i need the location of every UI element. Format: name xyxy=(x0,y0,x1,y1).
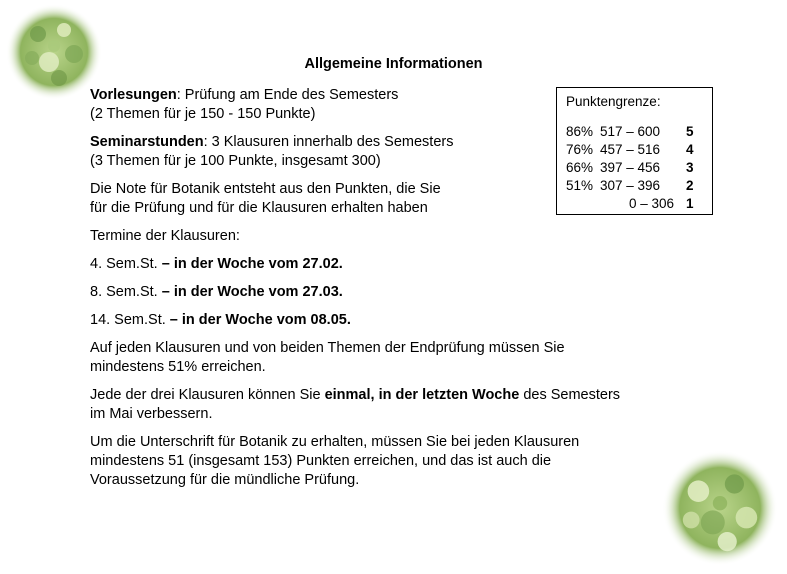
grade-row xyxy=(566,159,700,177)
improve-pre: Jede der drei Klausuren können Sie xyxy=(90,387,325,403)
signature-line-3: Voraussetzung für die mündliche Prüfung. xyxy=(90,472,360,488)
grade-row xyxy=(566,195,700,213)
signature-paragraph xyxy=(90,433,690,490)
grade-table-box xyxy=(556,87,713,215)
requirement-paragraph xyxy=(90,339,690,377)
page-title: Allgemeine Informationen xyxy=(304,56,483,72)
exam-week: 14. Sem.St. xyxy=(90,312,170,328)
seminars-detail: (3 Themen für je 100 Punkte, insgesamt 300) xyxy=(90,153,381,169)
improve-paragraph xyxy=(90,386,690,424)
leaf-decoration-top-left xyxy=(4,2,104,102)
grade-row xyxy=(566,123,700,141)
signature-line-1: Um die Unterschrift für Botanik zu erhalten, müssen Sie bei jeden Klausuren xyxy=(90,434,580,450)
exam-date: – in der Woche vom 08.05. xyxy=(169,312,351,328)
dates-heading: Termine der Klausuren: xyxy=(90,228,240,244)
improve-line-2: im Mai verbessern. xyxy=(90,406,213,422)
grade-percent: 76% xyxy=(566,142,594,157)
grade-row xyxy=(566,141,700,159)
grade-value: 2 xyxy=(686,178,694,193)
exam-date-2 xyxy=(90,283,690,302)
grade-table-rows xyxy=(566,123,700,213)
grade-value: 5 xyxy=(686,124,694,139)
grade-range: 307 – 396 xyxy=(600,178,661,193)
improve-bold: einmal, in der letzten Woche xyxy=(324,387,520,403)
exam-date-1 xyxy=(90,255,690,274)
lectures-detail: (2 Themen für je 150 - 150 Punkte) xyxy=(90,106,316,122)
grade-note-line-2: für die Prüfung und für die Klausuren erhalten haben xyxy=(90,200,428,216)
lectures-label: Vorlesungen xyxy=(90,87,177,103)
grade-table-title: Punktengrenze: xyxy=(566,94,661,109)
grade-percent: 66% xyxy=(566,160,594,175)
grade-value: 3 xyxy=(686,160,694,175)
grade-percent: 86% xyxy=(566,124,594,139)
grade-percent xyxy=(566,195,600,213)
grade-range: 517 – 600 xyxy=(600,124,661,139)
seminars-label: Seminarstunden xyxy=(90,134,204,150)
grade-percent: 51% xyxy=(566,178,594,193)
requirement-line-1: Auf jeden Klausuren und von beiden Themen der Endprüfung müssen Sie xyxy=(90,340,565,356)
requirement-line-2: mindestens 51% erreichen. xyxy=(90,359,266,375)
lectures-text: : Prüfung am Ende des Semesters xyxy=(176,87,399,103)
exam-week: 4. Sem.St. xyxy=(90,256,162,272)
exam-week: 8. Sem.St. xyxy=(90,284,162,300)
improve-post: des Semesters xyxy=(519,387,621,403)
grade-note-line-1: Die Note für Botanik entsteht aus den Punkten, die Sie xyxy=(90,181,441,197)
grade-range: 457 – 516 xyxy=(600,142,661,157)
exam-date-3 xyxy=(90,311,690,330)
grade-range: 397 – 456 xyxy=(600,160,661,175)
exam-date: – in der Woche vom 27.02. xyxy=(161,256,343,272)
exam-date: – in der Woche vom 27.03. xyxy=(161,284,343,300)
signature-line-2: mindestens 51 (insgesamt 153) Punkten erreichen, und das ist auch die xyxy=(90,453,552,469)
grade-range: 0 – 306 xyxy=(628,196,674,211)
seminars-text: : 3 Klausuren innerhalb des Semesters xyxy=(203,134,454,150)
grade-row xyxy=(566,177,700,195)
grade-value: 1 xyxy=(686,196,694,211)
grade-value: 4 xyxy=(686,142,694,157)
